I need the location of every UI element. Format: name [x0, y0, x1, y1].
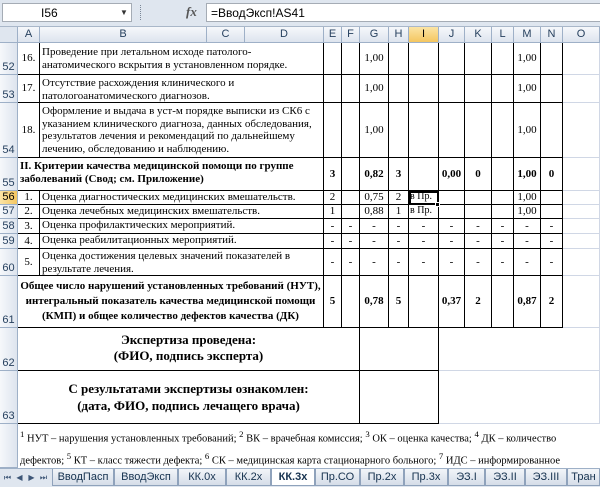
col-header-b[interactable]: B [40, 27, 207, 43]
cell-g63-merged[interactable] [360, 371, 439, 424]
cell-n57[interactable] [541, 205, 563, 219]
cell-m57[interactable]: 1,00 [514, 205, 541, 219]
cell-h56[interactable]: 2 [389, 191, 409, 205]
tab-pr3x[interactable]: Пр.3х [404, 469, 448, 486]
footnote-mark: 6 [204, 450, 210, 461]
cell-a56[interactable]: 1. [18, 191, 40, 205]
row-header-57[interactable]: 57 [0, 205, 18, 219]
cell-f54[interactable] [342, 103, 360, 158]
cell-n61[interactable]: 2 [541, 276, 563, 328]
col-header-c[interactable]: C [207, 27, 245, 43]
col-header-n[interactable]: N [541, 27, 563, 43]
cell-e58[interactable]: - [324, 219, 342, 234]
cell-k54[interactable] [465, 103, 492, 158]
tab-tran[interactable]: Тран [567, 469, 600, 486]
cell-h53[interactable] [389, 75, 409, 103]
tab-kk2x[interactable]: КК.2х [226, 469, 271, 486]
footnote-mark: 4 [474, 429, 479, 439]
cell-m55[interactable]: 1,00 [514, 158, 541, 191]
cell-m53[interactable]: 1,00 [514, 75, 541, 103]
cell-o56[interactable] [563, 191, 600, 205]
cell-g57[interactable]: 0,88 [360, 205, 389, 219]
cell-a54[interactable]: 18. [18, 103, 40, 158]
footnote-text: ОК – оценка качества; [369, 433, 475, 445]
cell-b53[interactable]: Отсутствие расхождения клинического и патологоанатомического диагнозов. [40, 75, 324, 103]
cell-g52[interactable]: 1,00 [360, 43, 389, 75]
doctor-signature-label: (дата, ФИО, подпись лечащего врача) [77, 398, 300, 413]
cell-k59[interactable]: - [465, 234, 492, 249]
cell-f53[interactable] [342, 75, 360, 103]
cell-a62-merged[interactable] [18, 328, 360, 371]
footnote-cell[interactable] [18, 424, 600, 468]
cell-n59[interactable]: - [541, 234, 563, 249]
cell-l58[interactable]: - [492, 219, 514, 234]
acknowledged-label: С результатами экспертизы ознакомлен: [68, 381, 309, 396]
tab-ez3[interactable]: ЭЗ.III [525, 469, 567, 486]
col-header-k[interactable]: K [465, 27, 492, 43]
insert-function-icon[interactable]: fx [186, 4, 197, 19]
cell-j56[interactable] [439, 191, 465, 205]
cell-g56[interactable]: 0,75 [360, 191, 389, 205]
cell-a53[interactable]: 17. [18, 75, 40, 103]
cell-a60[interactable]: 5. [18, 249, 40, 276]
cell-f61[interactable] [342, 276, 360, 328]
cell-f57[interactable] [342, 205, 360, 219]
cell-m59[interactable]: - [514, 234, 541, 249]
cell-g60[interactable]: - [360, 249, 389, 276]
cell-g58[interactable]: - [360, 219, 389, 234]
cell-i58[interactable]: - [409, 219, 439, 234]
cell-a58[interactable]: 3. [18, 219, 40, 234]
col-header-o[interactable]: O [563, 27, 600, 43]
cell-j58[interactable]: - [439, 219, 465, 234]
cell-l59[interactable]: - [492, 234, 514, 249]
cell-m56[interactable]: 1,00 [514, 191, 541, 205]
fill-handle[interactable] [435, 202, 440, 207]
col-header-h[interactable]: H [389, 27, 409, 43]
cell-m52[interactable]: 1,00 [514, 43, 541, 75]
col-header-j[interactable]: J [439, 27, 465, 43]
cell-h55[interactable]: 3 [389, 158, 409, 191]
cell-a61[interactable]: Общее число нарушений установленных требований (НУТ), интегральный показатель качества медицинской помощи (КМП) и общее количество дефектов качества (ДК) [18, 276, 324, 328]
cell-f52[interactable] [342, 43, 360, 75]
cell-j59[interactable]: - [439, 234, 465, 249]
cell-b52[interactable]: Проведение при летальном исходе патолого-анатомического вскрытия в установленном порядке. [40, 43, 324, 75]
row-header-62[interactable]: 62 [0, 328, 18, 371]
cell-e55[interactable]: 3 [324, 158, 342, 191]
cell-e52[interactable] [324, 43, 342, 75]
row-header-61[interactable]: 61 [0, 276, 18, 328]
name-box[interactable]: I56 [2, 3, 132, 22]
footnote-text: ДК – количество дефектов; [20, 433, 557, 466]
cell-g61[interactable]: 0,78 [360, 276, 389, 328]
cell-i55[interactable] [409, 158, 439, 191]
footnote-text: КТ – класс тяжести дефекта; [71, 455, 205, 466]
prev-sheet-icon[interactable]: ◀ [16, 473, 23, 482]
cell-o58[interactable] [563, 219, 600, 234]
formula-bar-splitter[interactable] [140, 5, 142, 20]
row-header-55[interactable]: 55 [0, 158, 18, 191]
cell-a63-merged[interactable] [18, 371, 360, 424]
cell-n52[interactable] [541, 43, 563, 75]
cell-k53[interactable] [465, 75, 492, 103]
tab-kk3x[interactable]: КК.3х [271, 469, 315, 486]
cell-h60[interactable]: - [389, 249, 409, 276]
footnote-text: НУТ – нарушения установленных требований; [24, 433, 240, 445]
tab-vvodeksp[interactable]: ВводЭксп [114, 469, 178, 486]
cell-f56[interactable] [342, 191, 360, 205]
col-header-i[interactable]: I [409, 27, 439, 43]
cell-n53[interactable] [541, 75, 563, 103]
cell-j62[interactable] [439, 328, 600, 371]
expertise-done-label: Экспертиза проведена: [120, 332, 257, 347]
cell-a59[interactable]: 4. [18, 234, 40, 249]
cell-k56[interactable] [465, 191, 492, 205]
cell-l55[interactable] [492, 158, 514, 191]
cell-o60[interactable] [563, 249, 600, 276]
cell-h59[interactable]: - [389, 234, 409, 249]
select-all-corner[interactable] [0, 27, 18, 43]
row-header-60[interactable]: 60 [0, 249, 18, 276]
col-header-e[interactable]: E [324, 27, 342, 43]
cell-o61[interactable] [563, 276, 600, 328]
footnote-mark: 2 [239, 429, 244, 439]
cell-b54[interactable]: Оформление и выдача в уст-м порядке выписки из СК6 с указанием клинического диагноза, данных обследования, результатов лечения и рекомендаций по дальнейшему лечению, обследованию и наблюдению. [40, 103, 324, 158]
cell-l54[interactable] [492, 103, 514, 158]
cell-l57[interactable] [492, 205, 514, 219]
col-header-d[interactable]: D [245, 27, 324, 43]
cell-i53[interactable] [409, 75, 439, 103]
cell-k57[interactable] [465, 205, 492, 219]
cell-k61[interactable]: 2 [465, 276, 492, 328]
cell-g59[interactable]: - [360, 234, 389, 249]
cell-g53[interactable]: 1,00 [360, 75, 389, 103]
footnote-mark: 3 [365, 429, 370, 439]
cell-i59[interactable]: - [409, 234, 439, 249]
footnote-text: СК – медицинская карта стационарного больного; [209, 455, 439, 466]
row-header-64[interactable] [0, 424, 18, 468]
formula-input[interactable]: =ВводЭксп!AS41 [206, 3, 600, 22]
cell-j63[interactable] [439, 371, 600, 424]
tab-kk0x[interactable]: КК.0х [178, 469, 226, 486]
footnote-mark: 5 [66, 450, 72, 461]
row-header-52[interactable]: 52 [0, 43, 18, 75]
footnote-mark: 7 [438, 450, 444, 461]
cell-i57[interactable]: в Пр. [409, 205, 439, 219]
cell-i54[interactable] [409, 103, 439, 158]
cell-b57[interactable]: Оценка лечебных медицинских вмешательств. [40, 205, 324, 219]
cell-a57[interactable]: 2. [18, 205, 40, 219]
tab-ez2[interactable]: ЭЗ.II [485, 469, 525, 486]
cell-f59[interactable]: - [342, 234, 360, 249]
footnote-text: ВК – врачебная комиссия; [243, 433, 366, 445]
cell-g54[interactable]: 1,00 [360, 103, 389, 158]
sheet-tab-bar [0, 468, 600, 487]
formula-bar [0, 0, 600, 27]
cell-e60[interactable]: - [324, 249, 342, 276]
cell-l60[interactable]: - [492, 249, 514, 276]
cell-b59[interactable]: Оценка реабилитационных мероприятий. [40, 234, 324, 249]
cell-e54[interactable] [324, 103, 342, 158]
tab-pr2x[interactable]: Пр.2х [360, 469, 404, 486]
first-sheet-icon[interactable]: ⏮ [3, 473, 12, 482]
cell-m54[interactable]: 1,00 [514, 103, 541, 158]
cell-n58[interactable]: - [541, 219, 563, 234]
cell-h57[interactable]: 1 [389, 205, 409, 219]
col-header-g[interactable]: G [360, 27, 389, 43]
cell-grid[interactable] [18, 43, 600, 468]
cell-l52[interactable] [492, 43, 514, 75]
cell-h61[interactable]: 5 [389, 276, 409, 328]
cell-b58[interactable]: Оценка профилактических мероприятий. [40, 219, 324, 234]
cell-f58[interactable]: - [342, 219, 360, 234]
cell-l56[interactable] [492, 191, 514, 205]
cell-j52[interactable] [439, 43, 465, 75]
cell-l53[interactable] [492, 75, 514, 103]
cell-g55[interactable]: 0,82 [360, 158, 389, 191]
cell-m61[interactable]: 0,87 [514, 276, 541, 328]
cell-m58[interactable]: - [514, 219, 541, 234]
cell-j55[interactable]: 0,00 [439, 158, 465, 191]
cell-e53[interactable] [324, 75, 342, 103]
cell-b60[interactable]: Оценка достижения целевых значений показателей в результате лечения. [40, 249, 324, 276]
cell-e56[interactable]: 2 [324, 191, 342, 205]
cell-o52[interactable] [563, 43, 600, 75]
cell-o57[interactable] [563, 205, 600, 219]
cell-g62-merged[interactable] [360, 328, 439, 371]
cell-k52[interactable] [465, 43, 492, 75]
cell-j61[interactable]: 0,37 [439, 276, 465, 328]
cell-o55[interactable] [563, 158, 600, 191]
row-header-59[interactable]: 59 [0, 234, 18, 249]
row-header-54[interactable]: 54 [0, 103, 18, 158]
cell-o59[interactable] [563, 234, 600, 249]
cell-a55[interactable]: II. Критерии качества медицинской помощи по группе заболеваний (Свод; см. Приложение) [18, 158, 324, 191]
cell-m60[interactable]: - [514, 249, 541, 276]
cell-o54[interactable] [563, 103, 600, 158]
col-header-f[interactable]: F [342, 27, 360, 43]
cell-i56[interactable]: в Пр. [409, 191, 439, 205]
cell-l61[interactable] [492, 276, 514, 328]
cell-h54[interactable] [389, 103, 409, 158]
tab-ez1[interactable]: ЭЗ.I [448, 469, 485, 486]
cell-f55[interactable] [342, 158, 360, 191]
cell-n60[interactable]: - [541, 249, 563, 276]
cell-e57[interactable]: 1 [324, 205, 342, 219]
cell-n54[interactable] [541, 103, 563, 158]
cell-n55[interactable]: 0 [541, 158, 563, 191]
cell-e59[interactable]: - [324, 234, 342, 249]
cell-k58[interactable]: - [465, 219, 492, 234]
col-header-a[interactable]: A [18, 27, 40, 43]
footnote-text: ИДС – информированное [445, 455, 561, 466]
tab-vvodpasp[interactable]: ВводПасп [52, 469, 114, 486]
row-header-63[interactable]: 63 [0, 371, 18, 424]
cell-j57[interactable] [439, 205, 465, 219]
cell-e61[interactable]: 5 [324, 276, 342, 328]
cell-j54[interactable] [439, 103, 465, 158]
col-header-l[interactable]: L [492, 27, 514, 43]
cell-k60[interactable]: - [465, 249, 492, 276]
expert-signature-label: (ФИО, подпись эксперта) [113, 348, 264, 363]
cell-h52[interactable] [389, 43, 409, 75]
last-sheet-icon[interactable]: ⏭ [39, 473, 48, 482]
cell-j53[interactable] [439, 75, 465, 103]
tab-prso[interactable]: Пр.СО [315, 469, 360, 486]
name-box-dropdown-icon[interactable]: ▼ [120, 8, 128, 17]
cell-i52[interactable] [409, 43, 439, 75]
footnote-mark: 1 [20, 429, 25, 439]
cell-o53[interactable] [563, 75, 600, 103]
cell-i60[interactable]: - [409, 249, 439, 276]
col-header-m[interactable]: M [514, 27, 541, 43]
cell-a52[interactable]: 16. [18, 43, 40, 75]
cell-i61[interactable] [409, 276, 439, 328]
row-header-58[interactable]: 58 [0, 219, 18, 234]
cell-b56[interactable]: Оценка диагностических медицинских вмешательств. [40, 191, 324, 205]
cell-j60[interactable]: - [439, 249, 465, 276]
next-sheet-icon[interactable]: ▶ [28, 473, 35, 482]
cell-h58[interactable]: - [389, 219, 409, 234]
cell-n56[interactable] [541, 191, 563, 205]
cell-k55[interactable]: 0 [465, 158, 492, 191]
cell-f60[interactable]: - [342, 249, 360, 276]
row-header-53[interactable]: 53 [0, 75, 18, 103]
row-header-56[interactable]: 56 [0, 191, 18, 205]
